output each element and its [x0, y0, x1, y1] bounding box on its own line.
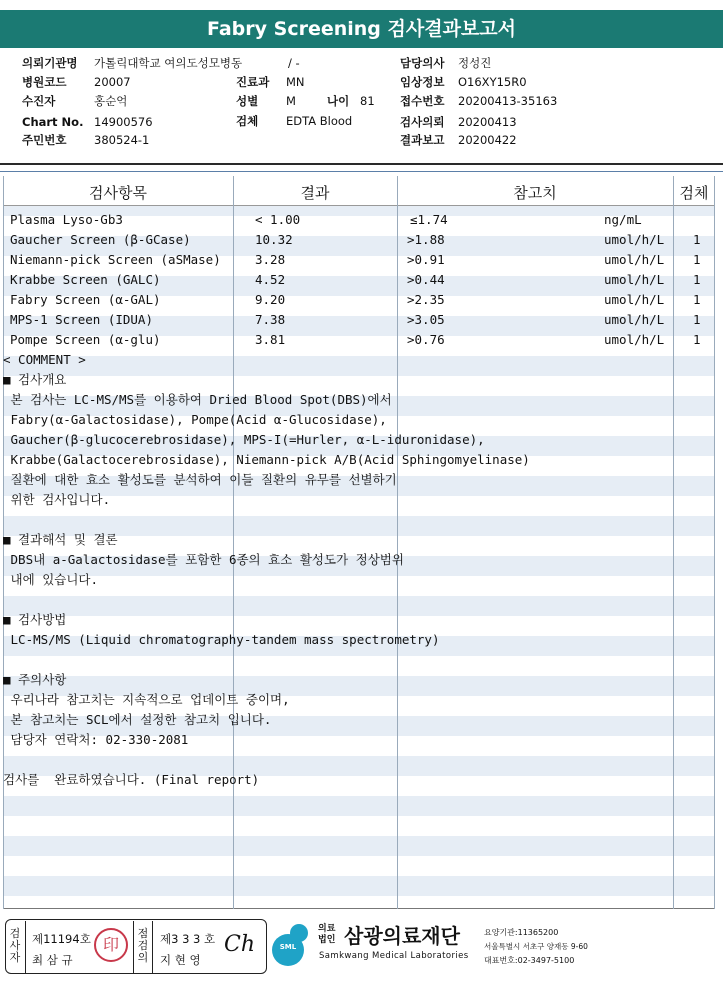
test-specimen: 1: [693, 312, 701, 327]
test-specimen: 1: [693, 232, 701, 247]
test-unit: umol/h/L: [604, 292, 665, 307]
test-reference: >2.35: [407, 292, 445, 307]
receipt-value: 20200413-35163: [458, 94, 558, 108]
sex-field: [236, 92, 296, 111]
confirmer-name: 지 현 영: [160, 953, 201, 967]
report-date-label: 결과보고: [400, 133, 445, 147]
age-field: [327, 92, 375, 111]
test-specimen: 1: [693, 252, 701, 267]
method-title: ■ 검사방법: [3, 612, 67, 627]
specimen-field: [236, 112, 352, 131]
sex-label: 성별: [236, 94, 259, 108]
test-reference: ≤1.74: [410, 212, 448, 227]
report-title: Fabry Screening 검사결과보고서: [0, 10, 723, 48]
examiner-seal: 印: [94, 928, 128, 962]
doctor-value: 정성진: [458, 56, 492, 70]
institution-field: [22, 54, 242, 73]
overview-line: Gaucher(β-glucocerebrosidase), MPS-I(=Hurler, α-L-iduronidase),: [3, 432, 485, 447]
specimen-value: EDTA Blood: [286, 114, 353, 128]
receipt-label: 접수번호: [400, 94, 445, 108]
interpretation-line: DBS내 a-Galactosidase를 포함한 6종의 효소 활성도가 정상범위: [3, 552, 404, 567]
test-unit: umol/h/L: [604, 332, 665, 347]
report-date-value: 20200422: [458, 133, 517, 147]
col-header-specimen: 검체: [679, 184, 709, 202]
institution-value: 가톨릭대학교 여의도성모병동: [94, 56, 243, 70]
hospital-code-value: 20007: [94, 75, 131, 89]
col-header-item: 검사항목: [89, 184, 147, 202]
hospital-code-field: [22, 73, 131, 92]
org-name: 삼광의료재단: [344, 924, 460, 948]
overview-title: ■ 검사개요: [3, 372, 67, 387]
footer-divider: [25, 921, 26, 973]
test-result: 7.38: [255, 312, 286, 327]
chart-value: 14900576: [94, 115, 153, 129]
test-name: Niemann-pick Screen (aSMase): [10, 252, 221, 267]
dept-label: 진료과: [236, 75, 270, 89]
result-row: [10, 250, 710, 270]
org-address: 서울특별시 서초구 양재동 9-60: [484, 942, 588, 951]
caution-line: 우리나라 참고치는 지속적으로 업데이트 중이며,: [3, 692, 290, 707]
institution-label: 의뢰기관명: [22, 56, 78, 70]
age-label: 나이: [327, 94, 350, 108]
test-reference: >0.44: [407, 272, 445, 287]
request-field: [400, 113, 517, 132]
test-name: Pompe Screen (α-glu): [10, 332, 161, 347]
age-value: 81: [360, 94, 375, 108]
patient-label: 수진자: [22, 94, 56, 108]
resident-field: [22, 131, 149, 150]
sml-logo-text: SML: [279, 943, 297, 951]
specimen-label: 검체: [236, 114, 259, 128]
clinical-value: O16XY15R0: [458, 75, 527, 89]
test-reference: >3.05: [407, 312, 445, 327]
table-top-rule: [0, 171, 723, 172]
examiner-name: 최 삼 규: [32, 953, 73, 967]
test-name: Fabry Screen (α-GAL): [10, 292, 161, 307]
result-row: [10, 270, 710, 290]
confirmer-label: 점검의: [137, 927, 149, 964]
request-value: 20200413: [458, 115, 517, 129]
doctor-field: [400, 54, 491, 73]
confirmer-license: 제3 3 3 호: [160, 932, 216, 946]
test-result: 4.52: [255, 272, 286, 287]
test-unit: umol/h/L: [604, 252, 665, 267]
org-phone: 대표번호:02-3497-5100: [484, 956, 575, 965]
overview-line: 위한 검사입니다.: [3, 492, 111, 507]
header-divider: [0, 163, 723, 165]
overview-line: 질환에 대한 효소 활성도를 분석하여 이들 질환의 유무를 선별하기: [3, 472, 397, 487]
doctor-label: 담당의사: [400, 56, 445, 70]
patient-value: 홍순억: [94, 94, 128, 108]
examiner-label: 검사자: [9, 927, 21, 964]
test-reference: >0.91: [407, 252, 445, 267]
overview-line: Krabbe(Galactocerebrosidase), Niemann-pick A/B(Acid Sphingomyelinase): [3, 452, 530, 467]
org-code: 요양기관:11365200: [484, 928, 559, 937]
ward-field: [288, 54, 300, 73]
test-name: Krabbe Screen (GALC): [10, 272, 161, 287]
grid-line: [714, 176, 715, 909]
overview-line: 본 검사는 LC-MS/MS를 이용하여 Dried Blood Spot(DBS)에서: [3, 392, 392, 407]
request-label: 검사의뢰: [400, 115, 445, 129]
test-reference: >0.76: [407, 332, 445, 347]
interpretation-line: 내에 있습니다.: [3, 572, 99, 587]
dept-field: [236, 73, 305, 92]
examiner-license: 제11194호: [32, 932, 91, 946]
sex-value: M: [286, 94, 296, 108]
result-row: [10, 230, 710, 250]
test-name: Plasma Lyso-Gb3: [10, 212, 123, 227]
overview-line: Fabry(α-Galactosidase), Pompe(Acid α-Glucosidase),: [3, 412, 387, 427]
report-date-field: [400, 131, 517, 150]
method-line: LC-MS/MS (Liquid chromatography-tandem mass spectrometry): [3, 632, 440, 647]
result-row: [10, 290, 710, 310]
comment-label: < COMMENT >: [3, 352, 86, 367]
chart-field: [22, 113, 153, 132]
result-row: [10, 310, 710, 330]
ward-value: / -: [288, 56, 300, 70]
org-type: 의료법인: [318, 924, 336, 945]
test-name: MPS-1 Screen (IDUA): [10, 312, 153, 327]
caution-line: 본 참고치는 SCL에서 설정한 참고치 입니다.: [3, 712, 272, 727]
chart-label: Chart No.: [22, 115, 84, 129]
resident-value: 380524-1: [94, 133, 150, 147]
test-unit: umol/h/L: [604, 232, 665, 247]
test-specimen: 1: [693, 292, 701, 307]
col-header-result: 결과: [300, 184, 330, 202]
test-result: 9.20: [255, 292, 286, 307]
confirmer-signature: Ch: [224, 932, 256, 957]
test-unit: umol/h/L: [604, 312, 665, 327]
col-header-reference: 참고치: [513, 184, 557, 202]
caution-title: ■ 주의사항: [3, 672, 67, 687]
test-result: 3.81: [255, 332, 286, 347]
resident-label: 주민번호: [22, 133, 67, 147]
receipt-field: [400, 92, 557, 111]
test-specimen: 1: [693, 272, 701, 287]
dept-value: MN: [286, 75, 305, 89]
org-english-name: Samkwang Medical Laboratories: [319, 951, 469, 961]
patient-field: [22, 92, 127, 111]
footer-divider: [133, 921, 134, 973]
clinical-field: [400, 73, 527, 92]
test-result: < 1.00: [255, 212, 301, 227]
sml-logo-mark: [290, 924, 308, 942]
test-unit: umol/h/L: [604, 272, 665, 287]
test-specimen: 1: [693, 332, 701, 347]
caution-line: 담당자 연락처: 02-330-2081: [3, 732, 189, 747]
result-row: [10, 330, 710, 350]
test-result: 10.32: [255, 232, 293, 247]
footer-divider: [152, 921, 153, 973]
final-report-note: 검사를 완료하였습니다. (Final report): [3, 772, 260, 787]
test-result: 3.28: [255, 252, 286, 267]
hospital-code-label: 병원코드: [22, 75, 67, 89]
result-row: [10, 210, 710, 230]
test-name: Gaucher Screen (β-GCase): [10, 232, 191, 247]
clinical-label: 임상정보: [400, 75, 445, 89]
interpretation-title: ■ 결과해석 및 결론: [3, 532, 118, 547]
test-reference: >1.88: [407, 232, 445, 247]
test-unit: ng/mL: [604, 212, 642, 227]
